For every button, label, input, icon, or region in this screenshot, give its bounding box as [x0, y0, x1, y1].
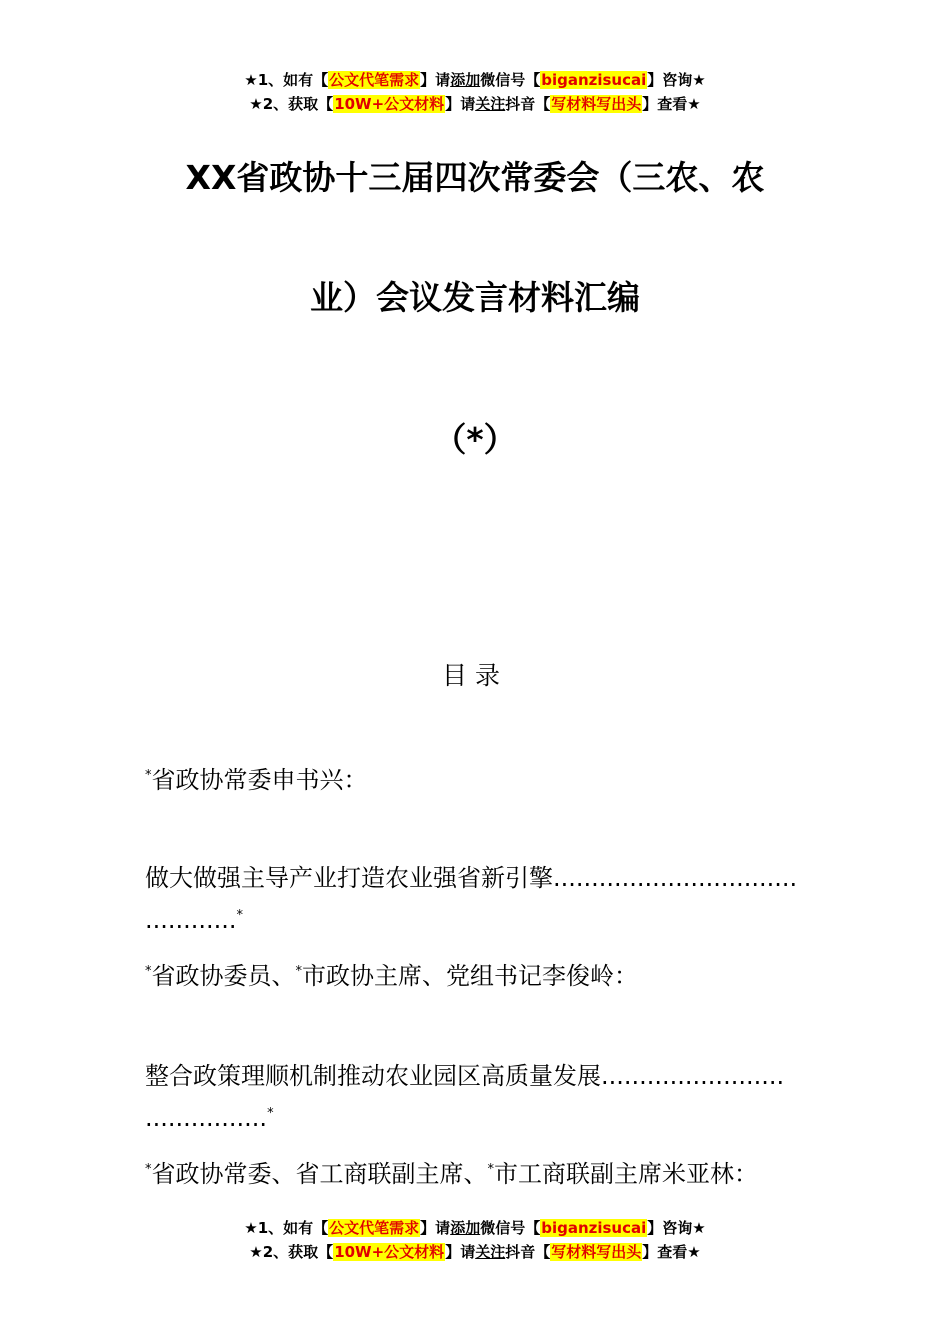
- placeholder-mark: *: [295, 964, 302, 979]
- toc-speaker-text: 市工商联副主席米亚林：: [494, 1160, 758, 1188]
- placeholder-mark: *: [145, 768, 152, 783]
- banner-text: 】请: [445, 1243, 476, 1261]
- toc-speaker-text: 省政协常委、省工商联副主席、: [151, 1160, 488, 1188]
- toc-title-text: 做大做强主导产业打造农业强省新引擎: [145, 864, 553, 892]
- banner-text: 】查看★: [642, 95, 701, 113]
- banner-highlight: 10W+公文材料: [334, 95, 445, 113]
- banner-underlined: 关注: [475, 1243, 506, 1261]
- toc-title-text: 整合政策理顺机制推动农业园区高质量发展: [145, 1062, 601, 1090]
- footer-banner: [0, 1216, 950, 1264]
- document-title-line-1: XX省政协十三届四次常委会（三农、农: [185, 158, 765, 197]
- placeholder-mark: *: [145, 1162, 152, 1177]
- document-title-line-2: 业）会议发言材料汇编: [310, 278, 640, 317]
- banner-text: ★1、如有【: [244, 71, 329, 89]
- toc-leader-dots: ................: [145, 1104, 268, 1132]
- toc-heading: 目录: [441, 661, 508, 690]
- banner-text: 】请: [445, 95, 476, 113]
- banner-highlight: biganzisucai: [541, 71, 647, 89]
- banner-highlight: 10W+公文材料: [334, 1243, 445, 1261]
- banner-highlight: 写材料写出头: [551, 95, 642, 113]
- banner-text: 抖音【: [505, 95, 551, 113]
- document-title-line-3: （*）: [433, 420, 517, 459]
- toc-page-number: *: [236, 908, 244, 923]
- banner-line-2: [0, 92, 950, 116]
- banner-underlined: 关注: [475, 95, 506, 113]
- toc-entry-title-continued: [145, 1104, 274, 1132]
- toc-entry-speaker: [145, 1154, 758, 1189]
- toc-entry-title[interactable]: [145, 858, 797, 893]
- toc-entry-speaker: [145, 760, 368, 795]
- banner-underlined: 添加: [450, 1219, 481, 1237]
- banner-text: 】查看★: [642, 1243, 701, 1261]
- header-banner: [0, 68, 950, 116]
- banner-text: 】请: [420, 1219, 451, 1237]
- banner-text: 微信号【: [480, 71, 541, 89]
- banner-text: ★1、如有【: [244, 1219, 329, 1237]
- toc-leader-dots: ........................: [601, 1062, 785, 1090]
- toc-entry-speaker: [145, 956, 638, 991]
- toc-entry-title-continued: [145, 906, 243, 934]
- banner-highlight: 写材料写出头: [551, 1243, 642, 1261]
- toc-page-number: *: [267, 1106, 274, 1121]
- toc-leader-dots: ................................: [553, 864, 798, 892]
- banner-text: ★2、获取【: [249, 1243, 334, 1261]
- banner-highlight: biganzisucai: [541, 1219, 647, 1237]
- toc-entry-title[interactable]: [145, 1056, 784, 1091]
- banner-line-1: [0, 1216, 950, 1240]
- banner-text: ★2、获取【: [249, 95, 334, 113]
- placeholder-mark: *: [145, 964, 152, 979]
- banner-text: 抖音【: [505, 1243, 551, 1261]
- placeholder-mark: *: [487, 1162, 494, 1177]
- banner-highlight: 公文代笔需求: [329, 1219, 420, 1237]
- banner-text: 】请: [420, 71, 451, 89]
- toc-speaker-text: 省政协常委申书兴：: [151, 766, 368, 794]
- banner-text: 微信号【: [480, 1219, 541, 1237]
- banner-underlined: 添加: [450, 71, 481, 89]
- banner-line-1: [0, 68, 950, 92]
- banner-text: 】咨询★: [647, 71, 706, 89]
- toc-leader-dots: ............: [145, 906, 237, 934]
- banner-line-2: [0, 1240, 950, 1264]
- banner-highlight: 公文代笔需求: [329, 71, 420, 89]
- toc-speaker-text: 市政协主席、党组书记李俊岭：: [302, 962, 638, 990]
- banner-text: 】咨询★: [647, 1219, 706, 1237]
- toc-speaker-text: 省政协委员、: [151, 962, 296, 990]
